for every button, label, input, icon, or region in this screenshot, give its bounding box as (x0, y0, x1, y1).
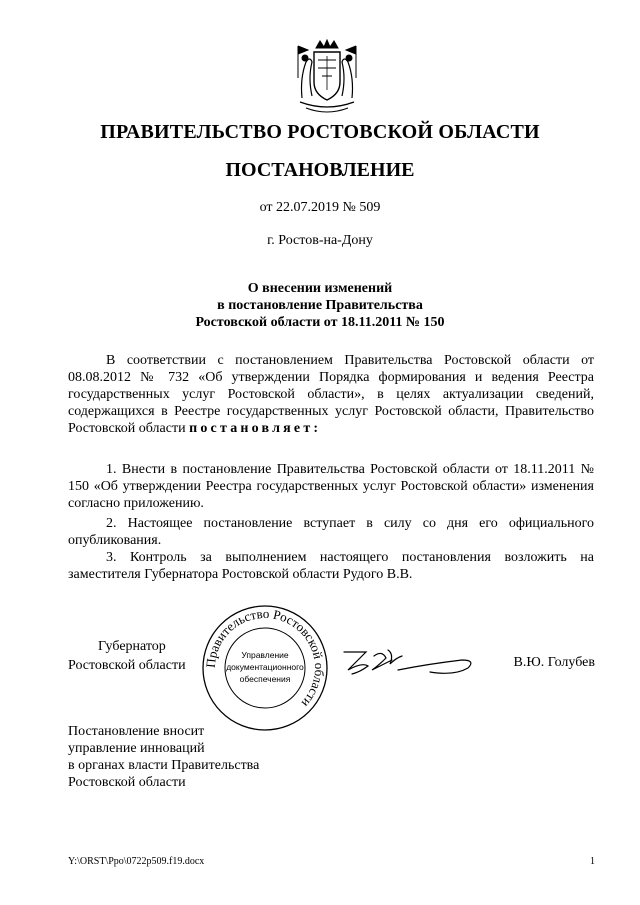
seal-line: обеспечения (239, 674, 291, 684)
document-city: г. Ростов-на-Дону (267, 233, 373, 248)
position-line: Ростовской области (68, 658, 186, 673)
coat-of-arms-icon (294, 38, 360, 118)
government-title: ПРАВИТЕЛЬСТВО РОСТОВСКОЙ ОБЛАСТИ (100, 121, 540, 143)
preamble-text: В соответствии с постановлением Правительства Ростовской области от 08.08.2012 № 732 «Об утверждении Порядка формирования и ведения Реестра государственных услуг Ростовской области», в целях актуализации сведений, содержащихся в Реестре государственных услуг Ростовской области, Правительство Ростовской области (68, 353, 594, 436)
page-number: 1 (590, 856, 595, 867)
decree-item-1: 1. Внести в постановление Правительства Ростовской области от 18.11.2011 № 150 «Об утверждении Реестра государственных услуг Ростовской области» изменения согласно приложению. (68, 462, 594, 511)
subject-line: О внесении изменений (247, 281, 393, 296)
signatory-position (68, 637, 208, 675)
signatory-name: В.Ю. Голубев (513, 655, 595, 670)
official-seal-icon (200, 603, 330, 733)
issuer-line: управление инноваций (68, 741, 205, 756)
issuer-line: Постановление вносит (68, 724, 205, 739)
issuer-block (68, 723, 328, 791)
seal-line: документационного (226, 662, 304, 672)
issuer-line: Ростовской области (68, 775, 186, 790)
seal-line: Управление (241, 650, 289, 660)
position-line: Губернатор (98, 639, 166, 654)
footer-file-path: Y:\ORST\Ppo\0722p509.f19.docx (68, 856, 205, 867)
issuer-line: в органах власти Правительства (68, 758, 260, 773)
document-date-number: от 22.07.2019 № 509 (259, 200, 381, 215)
decree-item-3: 3. Контроль за выполнением настоящего постановления возложить на заместителя Губернатора Ростовской области Рудого В.В. (68, 550, 594, 582)
preamble-paragraph (68, 352, 594, 437)
document-subject (0, 280, 640, 331)
decree-item-2: 2. Настоящее постановление вступает в силу со дня его официального опубликования. (68, 516, 594, 548)
document-type: ПОСТАНОВЛЕНИЕ (225, 159, 415, 181)
subject-line: в постановление Правительства (217, 298, 423, 313)
subject-line: Ростовской области от 18.11.2011 № 150 (195, 315, 445, 330)
seal-ring-text: Правительство Ростовской области (202, 605, 328, 711)
handwritten-signature (338, 640, 478, 680)
resolves-word: постановляет: (189, 421, 322, 436)
